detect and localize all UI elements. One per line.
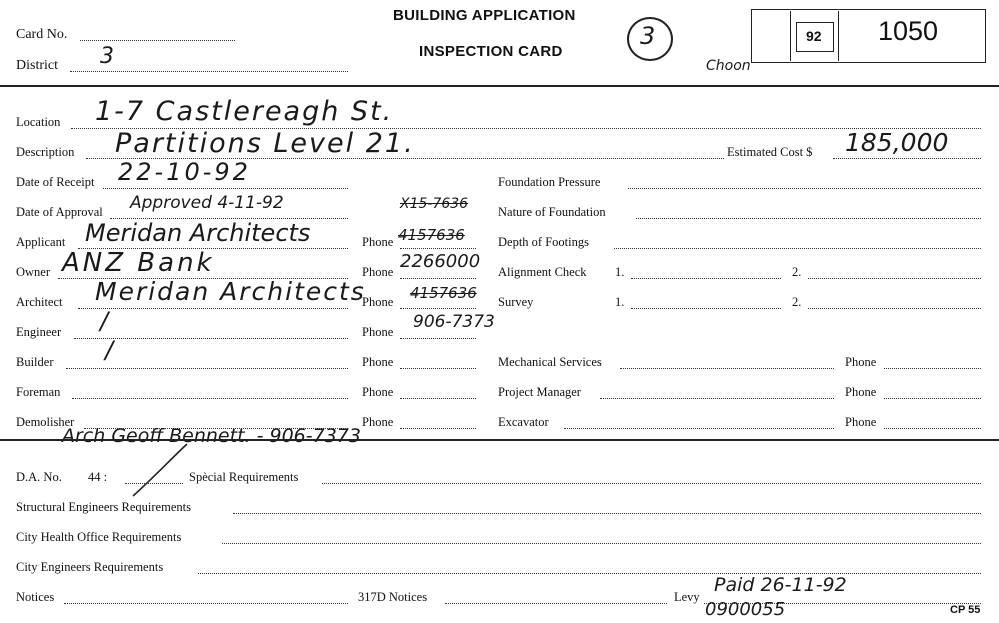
owner-value: ANZ Bank <box>62 248 215 278</box>
city-health-line <box>222 543 981 544</box>
excavator-label: Excavator <box>498 415 549 429</box>
foreman-line <box>72 398 348 399</box>
location-value: 1-7 Castlereagh St. <box>95 96 394 127</box>
date-of-approval-struck: X15-7636 <box>400 196 469 212</box>
engineer-line <box>74 338 348 339</box>
excavator-phone-line <box>884 428 981 429</box>
district-value: 3 <box>100 44 114 69</box>
special-requirements-label: Spècial Requirements <box>189 470 299 484</box>
estimated-cost-value: 185,000 <box>845 128 949 157</box>
demolisher-label: Demolisher <box>16 415 75 429</box>
levy-value: Paid 26-11-92 <box>714 574 847 596</box>
mechanical-services-phone-line <box>884 368 981 369</box>
circled-number-value: 3 <box>640 22 656 50</box>
description-label: Description <box>16 145 75 159</box>
mechanical-services-phone-label: Phone <box>845 355 877 369</box>
da-no-value: 44 : <box>88 470 108 484</box>
alignment-check-1: 1. <box>615 265 625 279</box>
title-line-2: INSPECTION CARD <box>419 43 563 60</box>
applicant-phone-label: Phone <box>362 235 394 249</box>
applicant-phone-line <box>400 248 476 249</box>
survey-1: 1. <box>615 295 625 309</box>
estimated-cost-line <box>833 158 981 159</box>
date-of-approval-value: Approved 4-11-92 <box>130 193 284 213</box>
notices-line <box>64 603 348 604</box>
mechanical-services-label: Mechanical Services <box>498 355 602 369</box>
demolisher-phone-label: Phone <box>362 415 394 429</box>
engineer-label: Engineer <box>16 325 62 339</box>
handwritten-note: Arch Geoff Bennett. - 906-7373 <box>62 425 361 447</box>
mechanical-services-line <box>620 368 834 369</box>
description-value: Partitions Level 21. <box>115 128 415 159</box>
city-engineers-label: City Engineers Requirements <box>16 560 164 574</box>
builder-phone-line <box>400 368 476 369</box>
date-of-receipt-line <box>103 188 348 189</box>
owner-phone-label: Phone <box>362 265 394 279</box>
district-line <box>70 71 348 72</box>
nature-of-foundation-line <box>636 218 981 219</box>
foundation-pressure-line <box>628 188 981 189</box>
levy-label: Levy <box>674 590 700 604</box>
card-number-box <box>751 9 986 63</box>
card-number: 1050 <box>878 16 939 46</box>
applicant-label: Applicant <box>16 235 66 249</box>
builder-label: Builder <box>16 355 54 369</box>
city-health-label: City Health Office Requirements <box>16 530 182 544</box>
date-of-receipt-label: Date of Receipt <box>16 175 95 189</box>
nature-of-foundation-label: Nature of Foundation <box>498 205 606 219</box>
notices-label: Notices <box>16 590 55 604</box>
structural-label: Structural Engineers Requirements <box>16 500 191 514</box>
owner-label: Owner <box>16 265 51 279</box>
depth-of-footings-line <box>614 248 981 249</box>
foreman-phone-line <box>400 398 476 399</box>
title-line-1: BUILDING APPLICATION <box>393 7 576 24</box>
notices-317d-line <box>445 603 667 604</box>
foreman-phone-label: Phone <box>362 385 394 399</box>
notices-317d-label: 317D Notices <box>358 590 428 604</box>
architect-line <box>78 308 348 309</box>
alignment-check-2: 2. <box>792 265 802 279</box>
circled-number <box>627 17 673 61</box>
date-of-receipt-value: 22-10-92 <box>118 158 251 186</box>
survey-line-1 <box>631 308 781 309</box>
form-code: CP 55 <box>950 604 981 616</box>
card-no-label: Card No. <box>16 27 68 42</box>
survey-2: 2. <box>792 295 802 309</box>
demolisher-phone-line <box>400 428 476 429</box>
owner-phone-line <box>400 278 476 279</box>
architect-label: Architect <box>16 295 63 309</box>
year-value: 92 <box>806 28 822 44</box>
architect-phone-label: Phone <box>362 295 394 309</box>
foundation-pressure-label: Foundation Pressure <box>498 175 601 189</box>
excavator-line <box>564 428 834 429</box>
survey-line-2 <box>808 308 981 309</box>
box-divider-1 <box>790 11 791 61</box>
foreman-label: Foreman <box>16 385 61 399</box>
header-rule <box>0 85 999 87</box>
applicant-phone-struck: 4157636 <box>398 226 465 244</box>
architect-value: Meridan Architects <box>95 277 366 306</box>
alignment-check-label: Alignment Check <box>498 265 587 279</box>
card-no-line <box>80 40 235 41</box>
da-no-label: D.A. No. <box>16 470 62 484</box>
box-divider-2 <box>838 11 839 61</box>
architect-phone-line <box>400 308 476 309</box>
estimated-cost-label: Estimated Cost $ <box>727 145 813 159</box>
da-no-line <box>125 483 183 484</box>
builder-value: / <box>105 336 114 364</box>
project-manager-label: Project Manager <box>498 385 581 399</box>
project-manager-line <box>600 398 834 399</box>
city-engineers-line <box>198 573 981 574</box>
engineer-value: / <box>100 307 109 335</box>
excavator-phone-label: Phone <box>845 415 877 429</box>
survey-label: Survey <box>498 295 534 309</box>
builder-line <box>66 368 348 369</box>
engineer-phone-value: 906-7373 <box>413 312 495 332</box>
owner-phone-value: 2266000 <box>400 251 481 272</box>
district-label: District <box>16 58 58 73</box>
location-label: Location <box>16 115 61 129</box>
date-of-approval-label: Date of Approval <box>16 205 103 219</box>
alignment-check-line-1 <box>631 278 781 279</box>
engineer-phone-line <box>400 338 476 339</box>
da-no-slash <box>125 440 195 500</box>
project-manager-phone-line <box>884 398 981 399</box>
depth-of-footings-label: Depth of Footings <box>498 235 589 249</box>
receipt-number: 0900055 <box>705 599 786 620</box>
project-manager-phone-label: Phone <box>845 385 877 399</box>
alignment-check-line-2 <box>808 278 981 279</box>
applicant-value: Meridan Architects <box>85 219 311 247</box>
builder-phone-label: Phone <box>362 355 394 369</box>
special-requirements-line <box>322 483 981 484</box>
initials: Choon <box>706 58 751 74</box>
architect-phone-struck: 4157636 <box>410 284 477 302</box>
engineer-phone-label: Phone <box>362 325 394 339</box>
structural-line <box>233 513 981 514</box>
year-box <box>796 22 834 52</box>
